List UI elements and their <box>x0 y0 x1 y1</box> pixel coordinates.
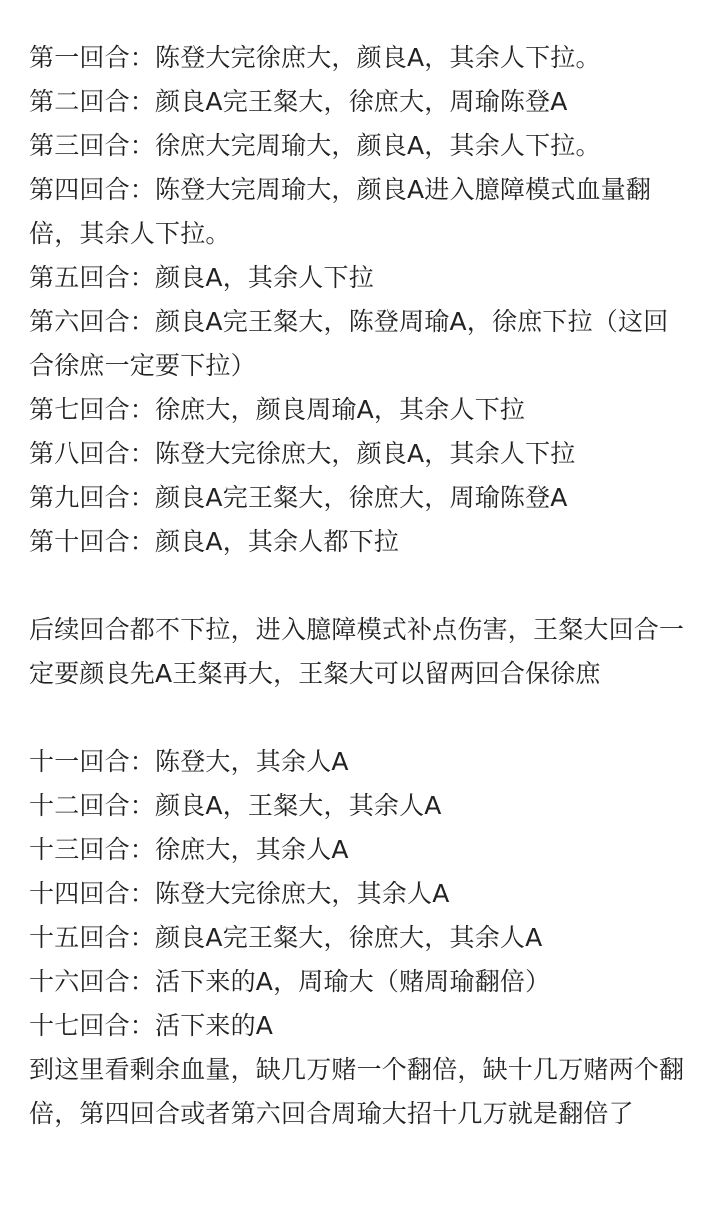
round-17-line: 十七回合：活下来的A <box>29 1011 274 1040</box>
round-13-line: 十三回合：徐庶大，其余人A <box>29 835 349 864</box>
conclusion-paragraph: 到这里看剩余血量，缺几万赌一个翻倍，缺十几万赌两个翻倍，第四回合或者第六回合周瑜大招十几万就是翻倍了 <box>29 1055 685 1128</box>
round-6-line: 第六回合：颜良A完王粲大，陈登周瑜A，徐庶下拉（这回合徐庶一定要下拉） <box>29 307 669 380</box>
round-10-line: 第十回合：颜良A，其余人都下拉 <box>29 527 400 556</box>
round-3-line: 第三回合：徐庶大完周瑜大，颜良A，其余人下拉。 <box>29 131 601 160</box>
round-12-line: 十二回合：颜良A，王粲大，其余人A <box>29 791 442 820</box>
strategy-note: 后续回合都不下拉，进入臆障模式补点伤害，王粲大回合一定要颜良先A王粲再大，王粲大可以留两回合保徐庶 <box>29 615 685 688</box>
strategy-document <box>29 36 691 1136</box>
round-14-line: 十四回合：陈登大完徐庶大，其余人A <box>29 879 450 908</box>
round-8-line: 第八回合：陈登大完徐庶大，颜良A，其余人下拉 <box>29 439 576 468</box>
round-4-line: 第四回合：陈登大完周瑜大，颜良A进入臆障模式血量翻倍，其余人下拉。 <box>29 175 652 248</box>
round-5-line: 第五回合：颜良A，其余人下拉 <box>29 263 374 292</box>
paragraph-spacer <box>29 564 691 608</box>
round-15-line: 十五回合：颜良A完王粲大，徐庶大，其余人A <box>29 923 543 952</box>
round-9-line: 第九回合：颜良A完王粲大，徐庶大，周瑜陈登A <box>29 483 568 512</box>
round-11-line: 十一回合：陈登大，其余人A <box>29 747 349 776</box>
round-7-line: 第七回合：徐庶大，颜良周瑜A，其余人下拉 <box>29 395 526 424</box>
round-2-line: 第二回合：颜良A完王粲大，徐庶大，周瑜陈登A <box>29 87 568 116</box>
round-16-line: 十六回合：活下来的A，周瑜大（赌周瑜翻倍） <box>29 967 551 996</box>
round-1-line: 第一回合：陈登大完徐庶大，颜良A，其余人下拉。 <box>29 43 601 72</box>
paragraph-spacer <box>29 696 691 740</box>
